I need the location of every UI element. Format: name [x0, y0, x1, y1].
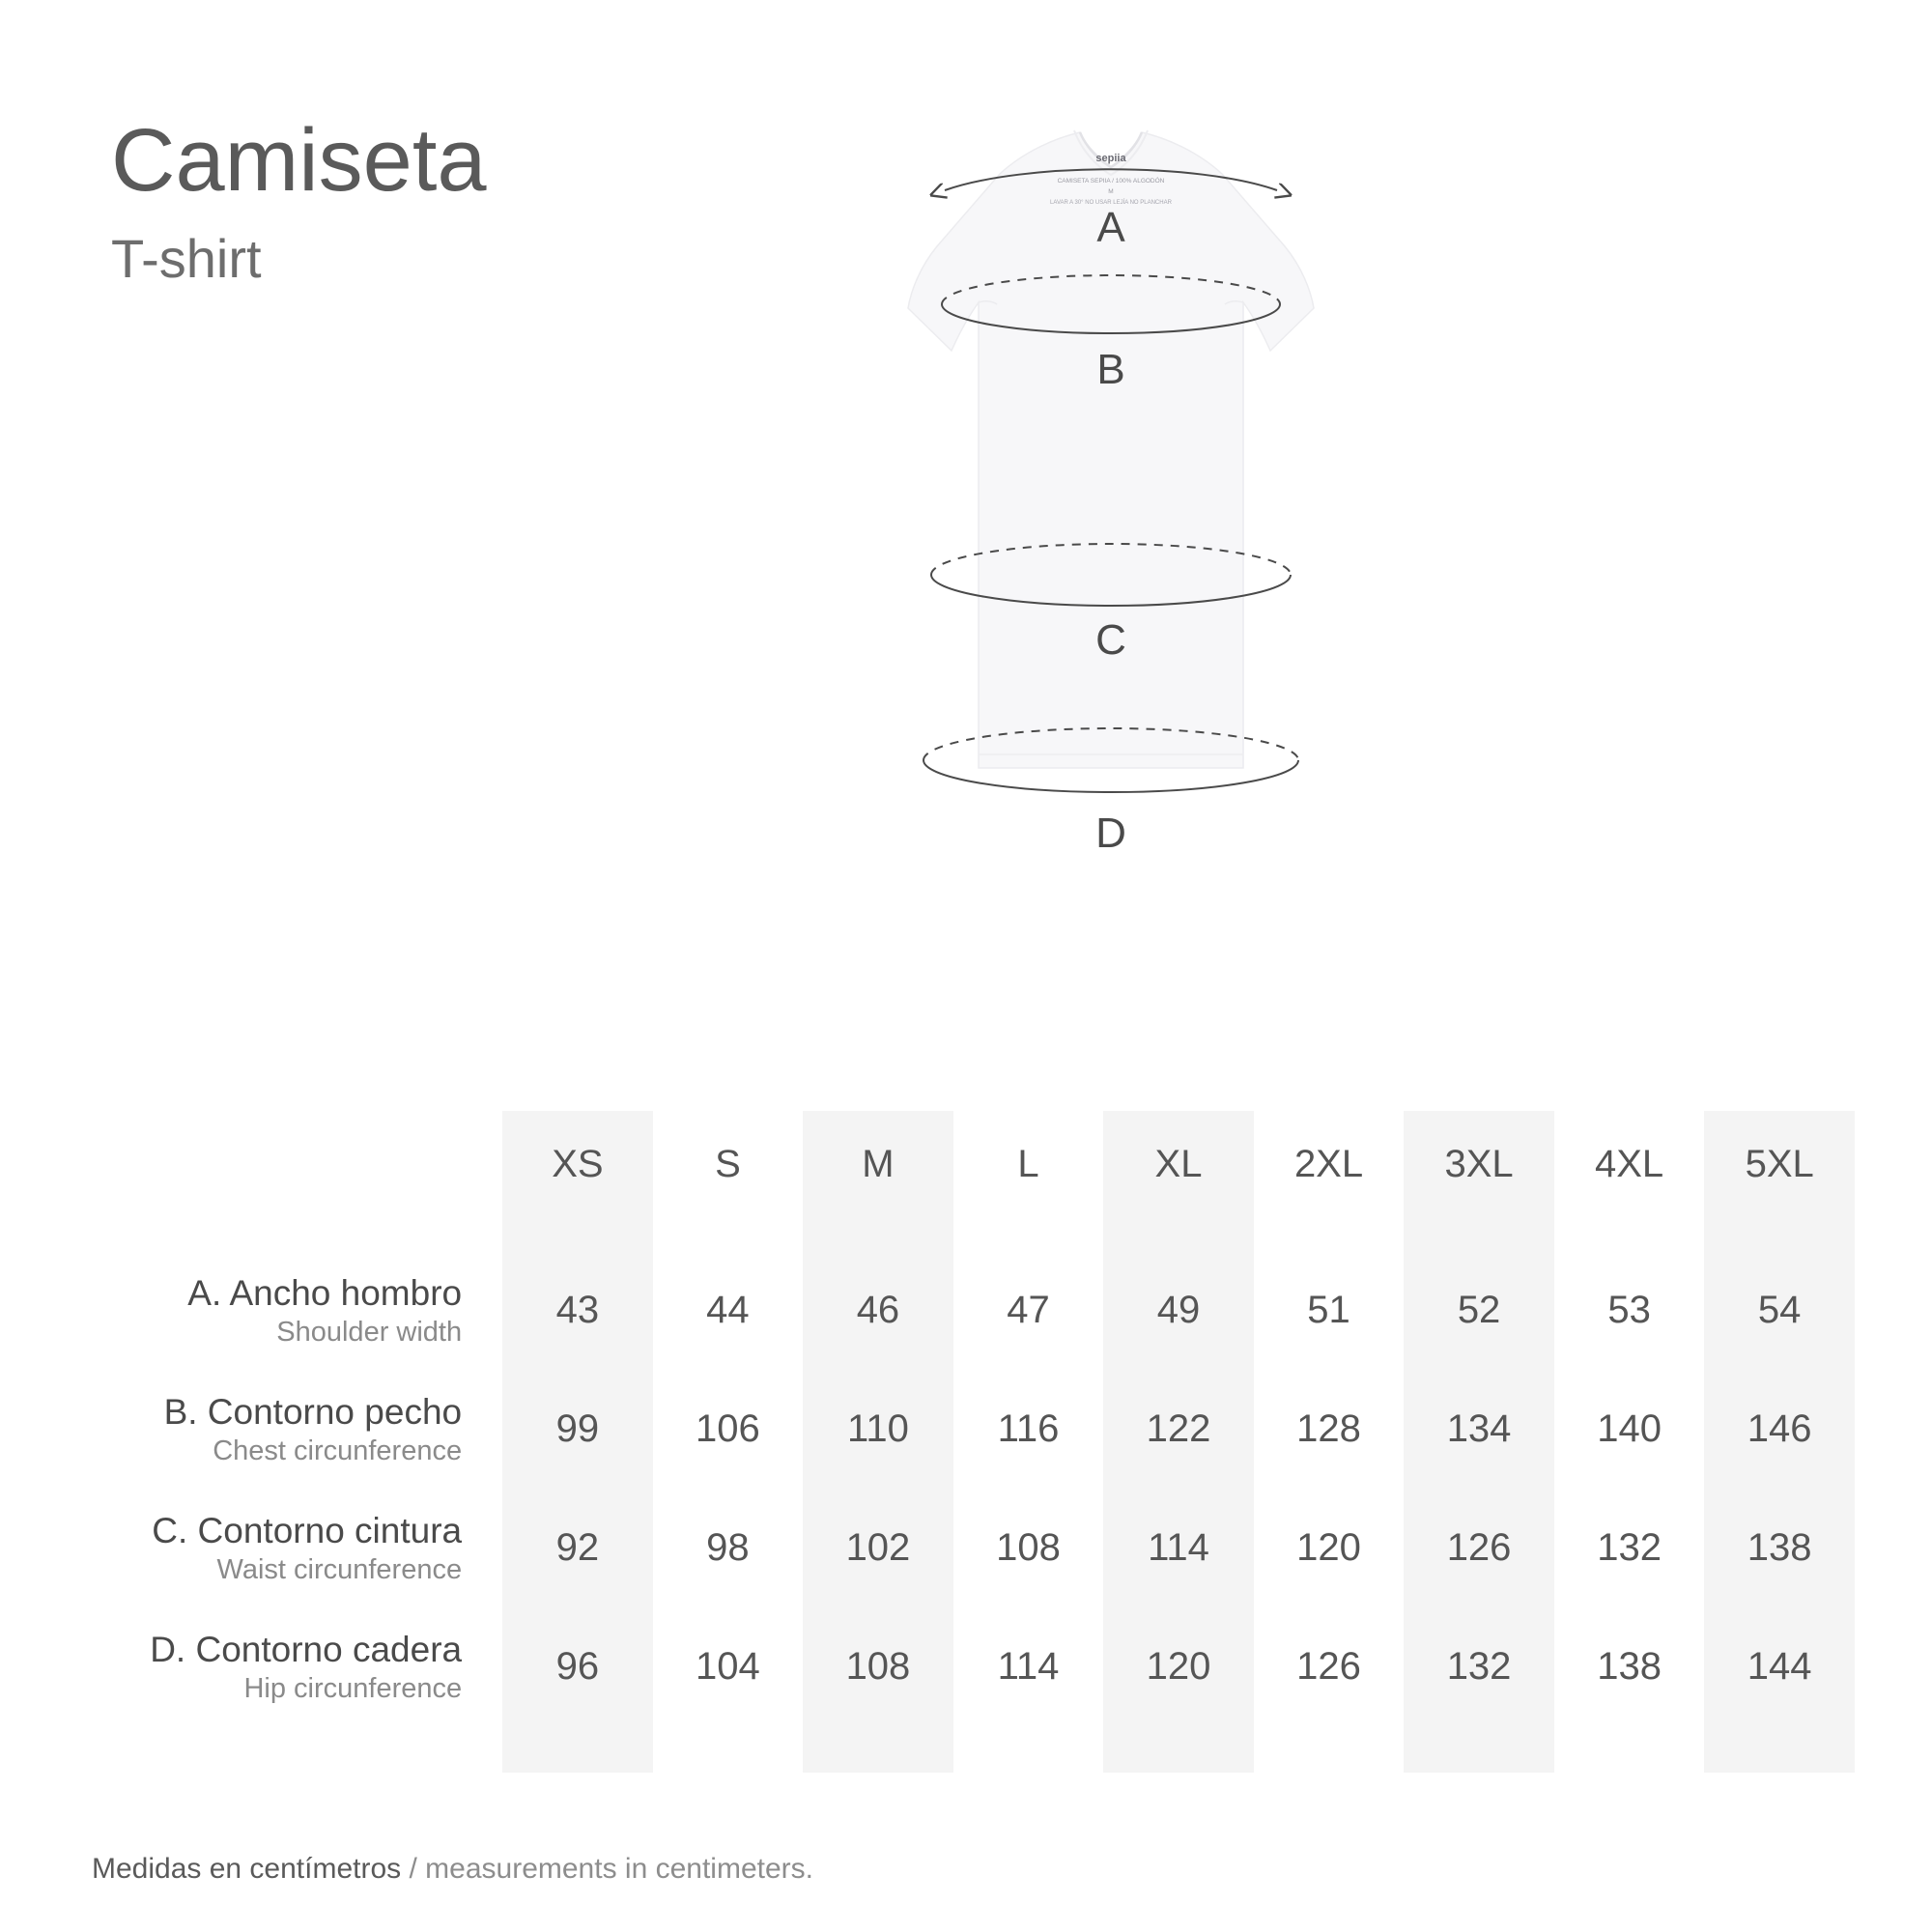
row-label-c	[87, 1489, 502, 1607]
cell-b-l: 116	[997, 1407, 1060, 1450]
table-row	[87, 1370, 1855, 1489]
size-header-s: S	[715, 1142, 741, 1185]
row-label-b	[87, 1370, 502, 1489]
cell-b-xs: 99	[502, 1370, 653, 1489]
cell-b-2xl: 128	[1296, 1407, 1361, 1450]
table-row	[87, 1251, 1855, 1370]
cell-c-3xl: 126	[1404, 1489, 1554, 1607]
measure-d-label: D	[1095, 810, 1126, 857]
care-label-line2: M	[1108, 188, 1114, 195]
size-header-2xl: 2XL	[1293, 1142, 1364, 1185]
spacer-l	[953, 1217, 1104, 1251]
spacer-bottom-l	[953, 1726, 1104, 1773]
row-label-b-en: Chest circunference	[213, 1435, 463, 1466]
cell-a-2xl: 51	[1307, 1289, 1350, 1331]
cell-b-4xl: 140	[1597, 1407, 1662, 1450]
spacer-bottom-5xl	[1704, 1726, 1855, 1773]
cell-c-4xl: 132	[1597, 1526, 1662, 1569]
cell-c-2xl: 120	[1296, 1526, 1361, 1569]
units-footnote-strong: Medidas en centímetros	[92, 1853, 402, 1885]
header-spacer-row	[87, 1217, 1855, 1251]
cell-a-xs: 43	[502, 1251, 653, 1370]
cell-c-s: 98	[706, 1526, 750, 1569]
spacer-bottom-4xl	[1554, 1726, 1705, 1773]
cell-b-3xl: 134	[1404, 1370, 1554, 1489]
measure-b-label: B	[1096, 346, 1125, 393]
spacer-label	[87, 1217, 502, 1251]
cell-b-5xl: 146	[1704, 1370, 1855, 1489]
measure-a-label: A	[1096, 204, 1125, 251]
cell-a-5xl: 54	[1704, 1251, 1855, 1370]
spacer-bottom-xs	[502, 1726, 653, 1773]
spacer-bottom-m	[803, 1726, 953, 1773]
spacer-bottom-label	[87, 1726, 502, 1773]
cell-d-s: 104	[696, 1645, 760, 1688]
brand-label: sepiia	[1095, 153, 1126, 164]
row-label-c-es: C. Contorno cintura	[152, 1510, 463, 1550]
row-label-d-es: D. Contorno cadera	[150, 1629, 463, 1669]
cell-a-4xl: 53	[1607, 1289, 1651, 1331]
table-row	[87, 1607, 1855, 1726]
size-header-3xl: 3XL	[1404, 1111, 1554, 1217]
cell-a-m: 46	[803, 1251, 953, 1370]
tshirt-illustration	[831, 101, 1391, 1048]
footer-spacer-row	[87, 1726, 1855, 1773]
cell-d-m: 108	[803, 1607, 953, 1726]
cell-b-xl: 122	[1103, 1370, 1254, 1489]
row-label-b-es: B. Contorno pecho	[163, 1391, 463, 1432]
cell-d-4xl: 138	[1597, 1645, 1662, 1688]
spacer-s	[653, 1217, 804, 1251]
care-label-line1: CAMISETA SEPIIA / 100% ALGODÓN	[1057, 178, 1165, 185]
cell-b-s: 106	[696, 1407, 760, 1450]
size-header-5xl: 5XL	[1704, 1111, 1855, 1217]
spacer-4xl	[1554, 1217, 1705, 1251]
row-label-a	[87, 1251, 502, 1370]
cell-d-2xl: 126	[1296, 1645, 1361, 1688]
cell-a-s: 44	[706, 1289, 750, 1331]
size-header-m: M	[803, 1111, 953, 1217]
size-table	[87, 1111, 1855, 1773]
cell-c-xs: 92	[502, 1489, 653, 1607]
cell-a-xl: 49	[1103, 1251, 1254, 1370]
care-label-line3: LAVAR A 30° NO USAR LEJÍA NO PLANCHAR	[1050, 200, 1172, 206]
page-title: Camiseta	[111, 111, 487, 210]
spacer-5xl	[1704, 1217, 1855, 1251]
page-subtitle: T-shirt	[111, 228, 262, 289]
cell-d-5xl: 144	[1704, 1607, 1855, 1726]
size-table-header-row	[87, 1111, 1855, 1217]
row-label-a-es: A. Ancho hombro	[187, 1272, 463, 1313]
spacer-bottom-xl	[1103, 1726, 1254, 1773]
row-label-c-en: Waist circunference	[216, 1553, 463, 1585]
table-row	[87, 1489, 1855, 1607]
spacer-m	[803, 1217, 953, 1251]
cell-c-m: 102	[803, 1489, 953, 1607]
units-footnote-rest: / measurements in centimeters.	[401, 1853, 813, 1885]
cell-b-m: 110	[803, 1370, 953, 1489]
cell-d-3xl: 132	[1404, 1607, 1554, 1726]
spacer-bottom-3xl	[1404, 1726, 1554, 1773]
size-header-4xl: 4XL	[1595, 1142, 1664, 1185]
spacer-xs	[502, 1217, 653, 1251]
spacer-bottom-2xl	[1254, 1726, 1405, 1773]
row-label-a-en: Shoulder width	[276, 1316, 463, 1348]
cell-c-5xl: 138	[1704, 1489, 1855, 1607]
spacer-2xl	[1254, 1217, 1405, 1251]
spacer-xl	[1103, 1217, 1254, 1251]
measure-c-label: C	[1095, 616, 1126, 664]
size-table-container	[87, 1111, 1855, 1773]
size-header-xs: XS	[502, 1111, 653, 1217]
cell-d-l: 114	[997, 1645, 1060, 1688]
row-label-d-en: Hip circunference	[243, 1672, 463, 1704]
row-label-d	[87, 1607, 502, 1726]
label-column-header	[87, 1111, 502, 1217]
cell-c-xl: 114	[1103, 1489, 1254, 1607]
cell-a-3xl: 52	[1404, 1251, 1554, 1370]
size-header-xl: XL	[1103, 1111, 1254, 1217]
size-header-l: L	[1017, 1142, 1039, 1185]
spacer-3xl	[1404, 1217, 1554, 1251]
cell-d-xl: 120	[1103, 1607, 1254, 1726]
cell-c-l: 108	[996, 1526, 1061, 1569]
spacer-bottom-s	[653, 1726, 804, 1773]
page-header	[111, 111, 487, 289]
cell-a-l: 47	[1007, 1289, 1050, 1331]
cell-d-xs: 96	[502, 1607, 653, 1726]
units-footnote	[92, 1853, 813, 1886]
